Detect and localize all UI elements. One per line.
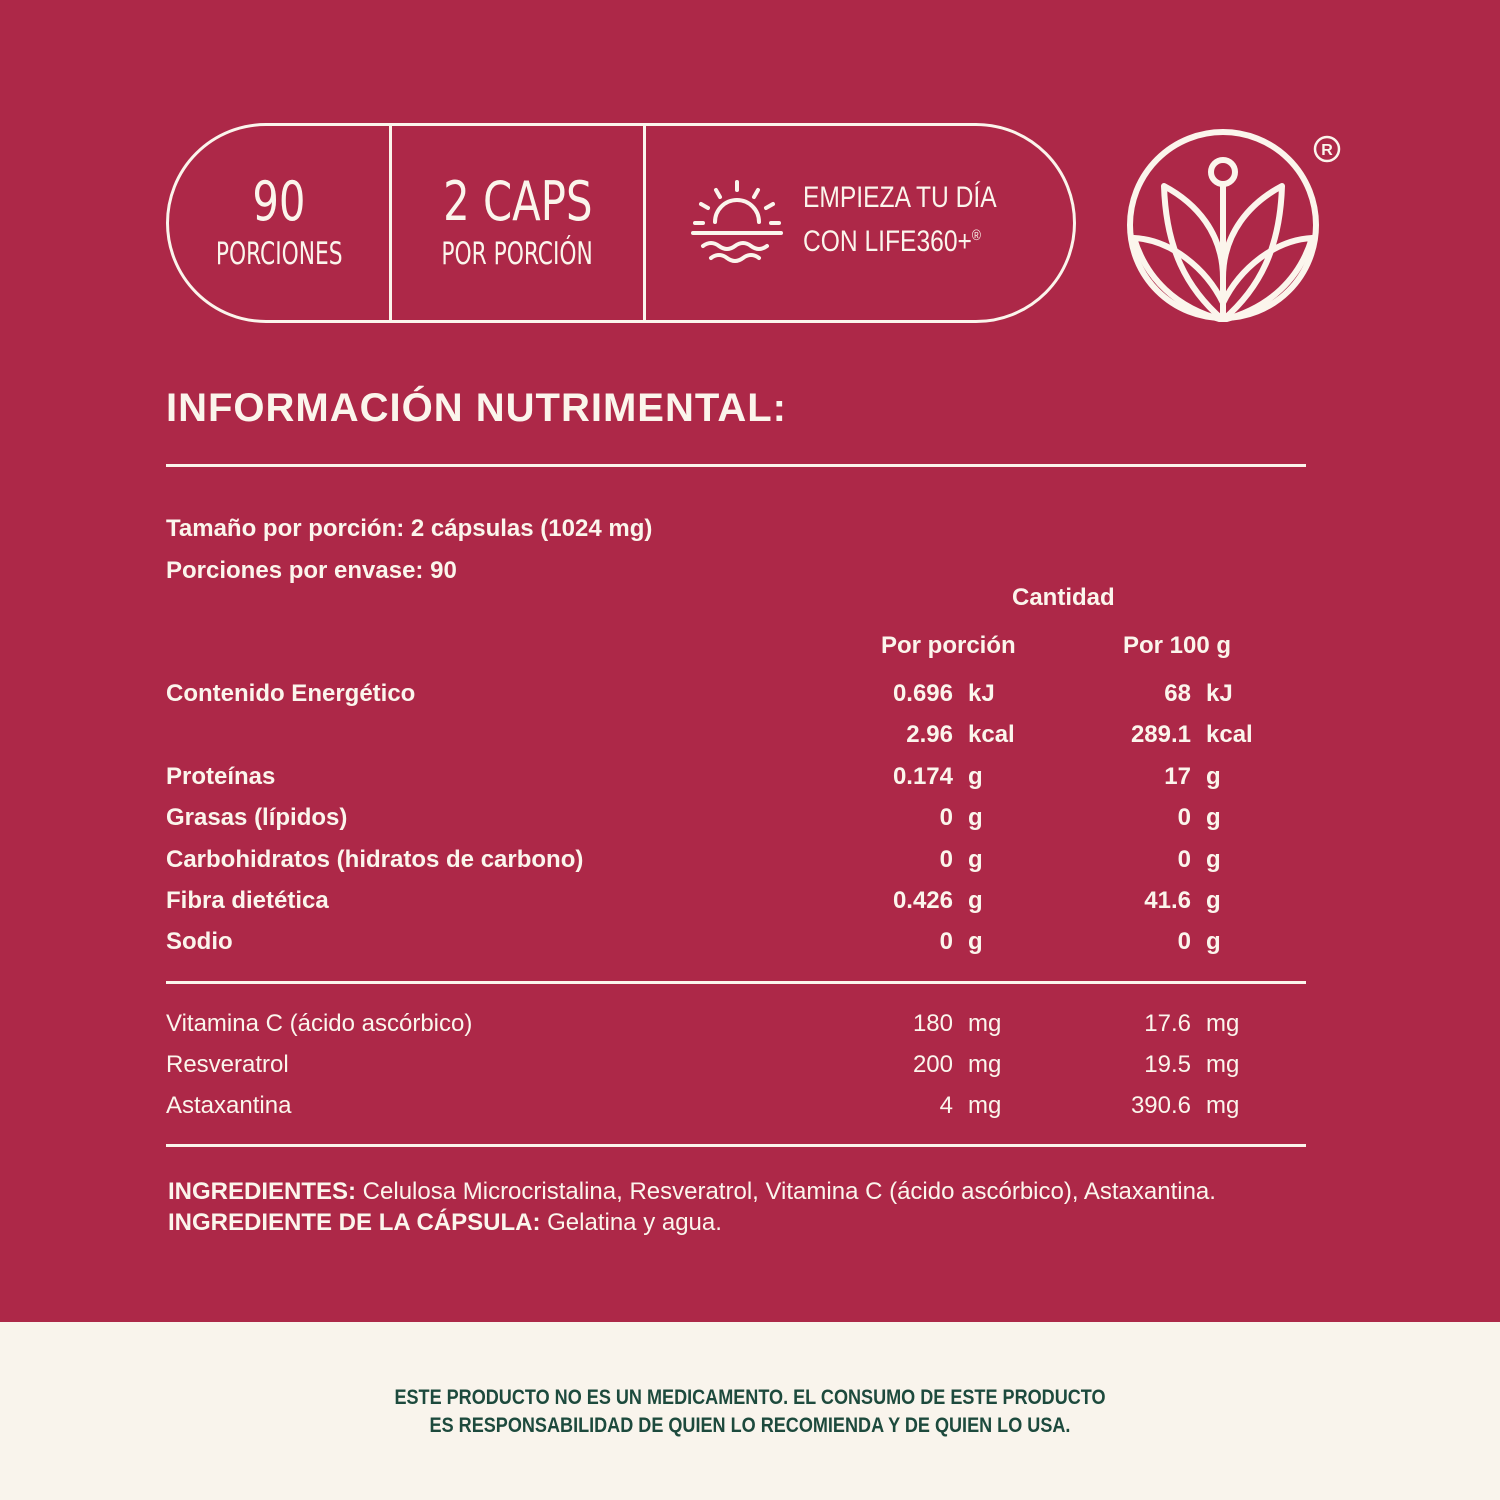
active-per-100g: 19.5 — [1144, 1051, 1191, 1078]
ingredients-line — [168, 1177, 1216, 1207]
quantity-header: Cantidad — [1012, 584, 1115, 611]
nutrient-per-100g: 0 — [1177, 846, 1191, 873]
nutrient-unit: g — [968, 846, 983, 873]
divider — [166, 464, 1306, 467]
nutrient-name: Contenido Energético — [166, 680, 416, 707]
disclaimer-line-1: ESTE PRODUCTO NO ES UN MEDICAMENTO. EL CONSUMO DE ESTE PRODUCTO — [394, 1386, 1106, 1409]
nutrient-per-100g: 17 — [1164, 763, 1191, 790]
nutrient-per-100g: 289.1 — [1130, 721, 1191, 748]
slogan — [803, 179, 997, 261]
slogan-registered-mark: ® — [971, 227, 981, 244]
nutrient-per-serving: 0.174 — [892, 763, 953, 790]
caps-label: POR PORCIÓN — [441, 236, 594, 272]
nutrient-unit: g — [1206, 928, 1221, 955]
servings-label: PORCIONES — [215, 236, 343, 272]
active-per-100g: 390.6 — [1130, 1092, 1191, 1119]
nutrient-unit: g — [968, 928, 983, 955]
nutrient-name: Proteínas — [166, 763, 276, 790]
servings-per-container: Porciones por envase: 90 — [166, 557, 457, 584]
column-header-per-serving: Por porción — [881, 632, 1016, 659]
nutrient-per-100g: 41.6 — [1144, 887, 1191, 914]
ingredients-text: Celulosa Microcristalina, Resveratrol, Vitamina C (ácido ascórbico), Astaxantina. — [356, 1178, 1216, 1205]
nutrient-per-serving: 0 — [939, 804, 953, 831]
active-per-serving: 4 — [939, 1092, 953, 1119]
divider — [166, 1144, 1306, 1147]
active-unit: mg — [968, 1092, 1002, 1119]
nutrient-unit: kcal — [968, 721, 1015, 748]
slogan-badge — [689, 126, 1039, 320]
nutrient-per-serving: 0 — [939, 846, 953, 873]
nutrient-unit: g — [968, 804, 983, 831]
nutrient-unit: kcal — [1206, 721, 1253, 748]
active-unit: mg — [968, 1051, 1002, 1078]
disclaimer-line-2: ES RESPONSABILIDAD DE QUIEN LO RECOMIENDA Y DE QUIEN LO USA. — [429, 1414, 1071, 1437]
ingredients-label: INGREDIENTES: — [168, 1178, 357, 1205]
nutrient-unit: g — [1206, 846, 1221, 873]
nutrient-per-serving: 2.96 — [906, 721, 953, 748]
nutrient-name: Sodio — [166, 928, 233, 955]
page-title: INFORMACIÓN NUTRIMENTAL: — [166, 386, 787, 430]
servings-number: 90 — [252, 170, 306, 233]
registered-mark-icon — [1312, 134, 1342, 164]
capsule-ingredients-text: Gelatina y agua. — [540, 1209, 722, 1236]
nutrient-name: Fibra dietética — [166, 887, 329, 914]
active-per-100g: 17.6 — [1144, 1010, 1191, 1037]
nutrient-unit: g — [968, 887, 983, 914]
nutrient-unit: kJ — [1206, 680, 1233, 707]
caps-badge — [392, 126, 643, 320]
nutrient-per-serving: 0 — [939, 928, 953, 955]
nutrient-unit: g — [1206, 804, 1221, 831]
product-badge — [166, 123, 1076, 323]
capsule-ingredients-label: INGREDIENTE DE LA CÁPSULA: — [168, 1209, 541, 1236]
brand-logo-icon — [1126, 128, 1320, 322]
capsule-ingredients-line — [168, 1208, 722, 1238]
active-name: Astaxantina — [166, 1092, 292, 1119]
nutrient-name: Grasas (lípidos) — [166, 804, 348, 831]
active-unit: mg — [1206, 1051, 1240, 1078]
badge-divider — [643, 126, 646, 320]
caps-number: 2 CAPS — [442, 170, 593, 233]
active-name: Vitamina C (ácido ascórbico) — [166, 1010, 473, 1037]
nutrient-unit: g — [968, 763, 983, 790]
nutrient-unit: kJ — [968, 680, 995, 707]
active-unit: mg — [1206, 1092, 1240, 1119]
nutrient-unit: g — [1206, 887, 1221, 914]
active-per-serving: 200 — [912, 1051, 953, 1078]
active-unit: mg — [968, 1010, 1002, 1037]
active-unit: mg — [1206, 1010, 1240, 1037]
active-name: Resveratrol — [166, 1051, 289, 1078]
slogan-line-1: EMPIEZA TU DÍA — [803, 181, 997, 214]
nutrient-per-serving: 0.696 — [892, 680, 953, 707]
nutrient-per-serving: 0.426 — [892, 887, 953, 914]
svg-text:R: R — [1321, 142, 1333, 159]
active-per-serving: 180 — [912, 1010, 953, 1037]
nutrient-unit: g — [1206, 763, 1221, 790]
serving-size: Tamaño por porción: 2 cápsulas (1024 mg) — [166, 515, 653, 542]
sunrise-icon — [689, 178, 785, 268]
column-header-per-100g: Por 100 g — [1123, 632, 1232, 659]
nutrient-name: Carbohidratos (hidratos de carbono) — [166, 846, 584, 873]
nutrient-per-100g: 0 — [1177, 804, 1191, 831]
nutrient-per-100g: 68 — [1164, 680, 1191, 707]
nutrient-per-100g: 0 — [1177, 928, 1191, 955]
disclaimer-footer — [0, 1322, 1500, 1500]
servings-badge — [169, 126, 389, 320]
divider — [166, 981, 1306, 984]
slogan-line-2: CON LIFE360+ — [803, 225, 972, 258]
